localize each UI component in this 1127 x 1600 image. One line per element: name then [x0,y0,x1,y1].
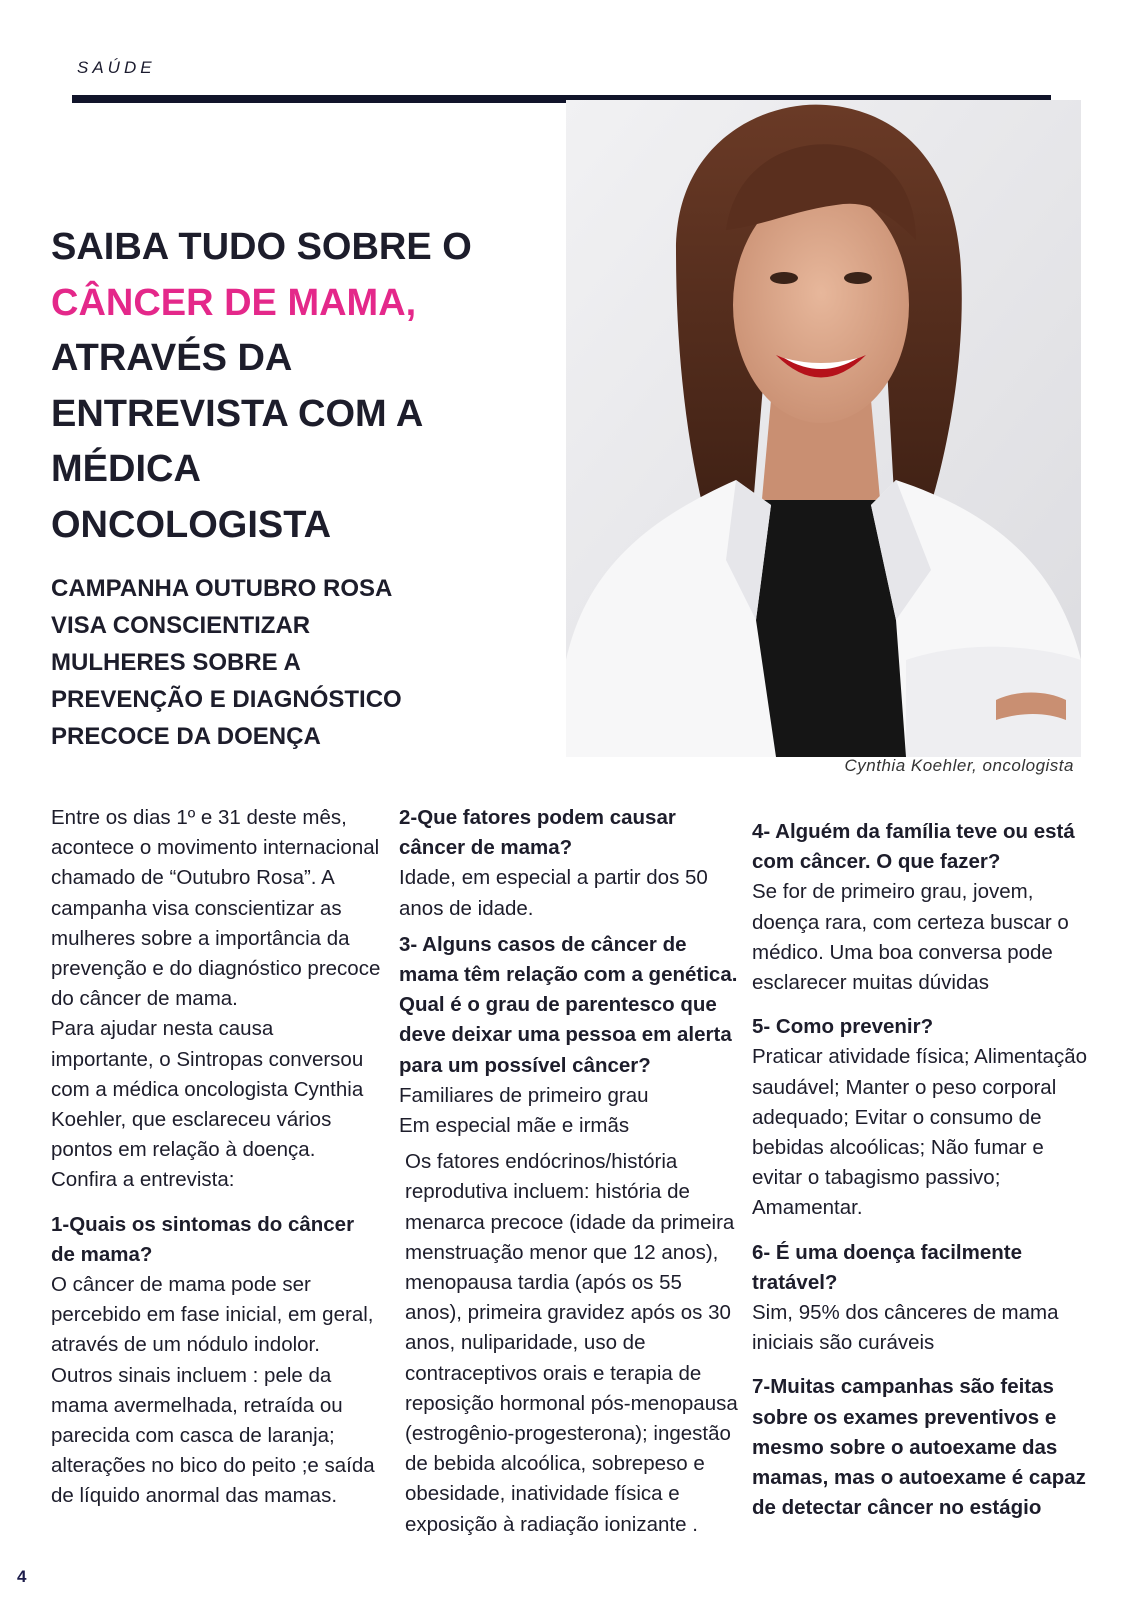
headline [51,220,531,553]
question-6: 6- É uma doença facilmente tratável? [752,1240,1023,1294]
subhead-line: MULHERES SOBRE A [51,649,301,676]
answer-6: Sim, 95% dos cânceres de mama iniciais são curáveis [752,1301,1059,1355]
question-2: 2-Que fatores podem causar câncer de mama? [399,806,676,860]
photo-caption: Cynthia Koehler, oncologista [844,756,1074,775]
answer-4: Se for de primeiro grau, jovem, doença rara, com certeza buscar o médico. Uma boa conversa pode esclarecer muitas dúvidas [752,880,1069,995]
headline-line: MÉDICA [51,448,201,490]
intro-paragraph: Entre os dias 1º e 31 deste mês, acontece o movimento internacional chamado de “Outubro Rosa”. A campanha visa conscientizar as mulheres sobre a importância da prevenção e do diagnóstico precoce do câncer de mama. [51,806,381,1011]
question-7: 7-Muitas campanhas são feitas sobre os exames preventivos e mesmo sobre o autoexame das mamas, mas o autoexame é capaz de detectar câncer no estágio [752,1375,1086,1520]
subhead-line: PREVENÇÃO E DIAGNÓSTICO [51,686,402,713]
page-number: 4 [17,1567,27,1586]
headline-line: ONCOLOGISTA [51,503,332,546]
headline-highlight: CÂNCER DE MAMA, [51,281,417,324]
answer-3-factors: Os fatores endócrinos/história reprodutiva incluem: história de menarca precoce (idade da primeira menstruação menor que 12 anos), menopausa tardia (após os 55 anos), primeira gravidez após os 30 anos, nuliparidade, uso de contraceptivos orais e terapia de reposição hormonal pós-menopausa (estrogênio-progesterona); ingestão de bebida alcoólica, sobrepeso e obesidade, inatividade física e exposição à radiação ionizante . [405,1150,738,1536]
answer-3-line: Em especial mãe e irmãs [399,1114,630,1138]
headline-line: SAIBA TUDO SOBRE O [51,226,472,268]
subhead-line: VISA CONSCIENTIZAR [51,612,311,639]
subheadline [51,570,471,755]
answer-3-line: Familiares de primeiro grau [399,1083,649,1107]
question-4: 4- Alguém da família teve ou está com câncer. O que fazer? [752,820,1075,874]
question-1: 1-Quais os sintomas do câncer de mama? [51,1212,355,1266]
portrait-photo [566,100,1081,757]
headline-line: ENTREVISTA COM A [51,392,424,435]
headline-line: ATRAVÉS DA [51,337,293,379]
answer-5: Praticar atividade física; Alimentação saudável; Manter o peso corporal adequado; Evitar o consumo de bebidas alcoólicas; Não fumar e evitar o tabagismo passivo; Amamentar. [752,1045,1087,1220]
intro-paragraph: Para ajudar nesta causa importante, o Sintropas conversou com a médica oncologista Cynthia Koehler, que esclareceu vários pontos em relação à doença. Confira a entrevista: [51,1017,364,1192]
article-column-2 [399,803,739,1540]
answer-2: Idade, em especial a partir dos 50 anos de idade. [399,866,708,920]
answer-1: O câncer de mama pode ser percebido em fase inicial, em geral, através de um nódulo indolor. Outros sinais incluem : pele da mama avermelhada, retraída ou parecida com casca de laranja; alterações no bico do peito ;e saída de líquido anormal das mamas. [51,1273,375,1508]
subhead-line: PRECOCE DA DOENÇA [51,723,321,750]
section-label: SAÚDE [77,58,156,77]
article-column-3 [752,803,1092,1523]
portrait-illustration [566,100,1081,757]
question-3: 3- Alguns casos de câncer de mama têm relação com a genética. Qual é o grau de parentesco que deve deixar uma pessoa em alerta para um possível câncer? [399,932,738,1077]
subhead-line: CAMPANHA OUTUBRO ROSA [51,575,393,602]
question-5: 5- Como prevenir? [752,1015,934,1039]
article-column-1 [51,803,381,1512]
